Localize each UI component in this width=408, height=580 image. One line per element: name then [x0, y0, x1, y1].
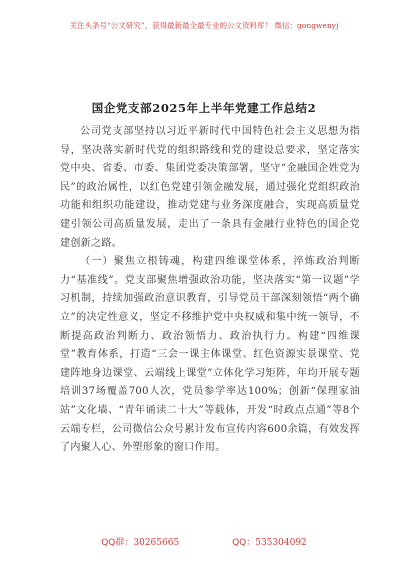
qq-group [101, 535, 179, 548]
document-body [60, 123, 360, 458]
qq-number: 535304092 [255, 538, 307, 548]
qq-label: QQ： [232, 538, 256, 548]
footer-contact [0, 535, 408, 548]
document-title: 国企党支部2025年上半年党建工作总结2 [91, 101, 317, 115]
qq-group-number: 30265665 [133, 538, 180, 548]
header-banner: 关注头条号“公文研究”，获得最新最全最专业的公文资料库！ 微信：gongwenyj [69, 21, 339, 30]
qq-contact [232, 535, 307, 548]
paragraph-section-1: （一）聚焦立根铸魂，构建四维课堂体系，淬炼政治判断力“基准线”。党支部聚焦增强政治功能，坚决落实“第一议题”学习机制，持续加强政治意识教育，引导党员干部深刻领悟“两个确立”的决定性意义，坚定不移维护党中央权威和集中统一领导，不断提高政治判断力、政治领悟力、政治执行力。构建“四维课堂”教育体系，打造“三会一课主体课堂、红色资源实景课堂、党建阵地身边课堂、云端线上课堂”立体化学习矩阵，年均开展专题培训37场覆盖700人次，党员参学率达100%；创新“保理家油站”文化墙、“青年诵读二十大”等载体，开发“时政点点通”等8个云端专栏，公司微信公众号累计发布宣传内容600余篇，有效发挥了内聚人心、外塑形象的窗口作用。 [60, 256, 360, 454]
paragraph-intro: 公司党支部坚持以习近平新时代中国特色社会主义思想为指导，坚决落实新时代党的组织路线和党的建设总要求，坚定落实党中央、省委、市委、集团党委决策部署，坚守“金融国企姓党为民”的政治属性，以红色党建引领金融发展，通过强化党组织政治功能和组织功能建设，推动党建与业务深度融合，实现高质量党建引领公司高质量发展，走出了一条具有金融行业特色的国企党建创新之路。 [60, 126, 360, 249]
qq-group-label: QQ群： [101, 538, 134, 548]
